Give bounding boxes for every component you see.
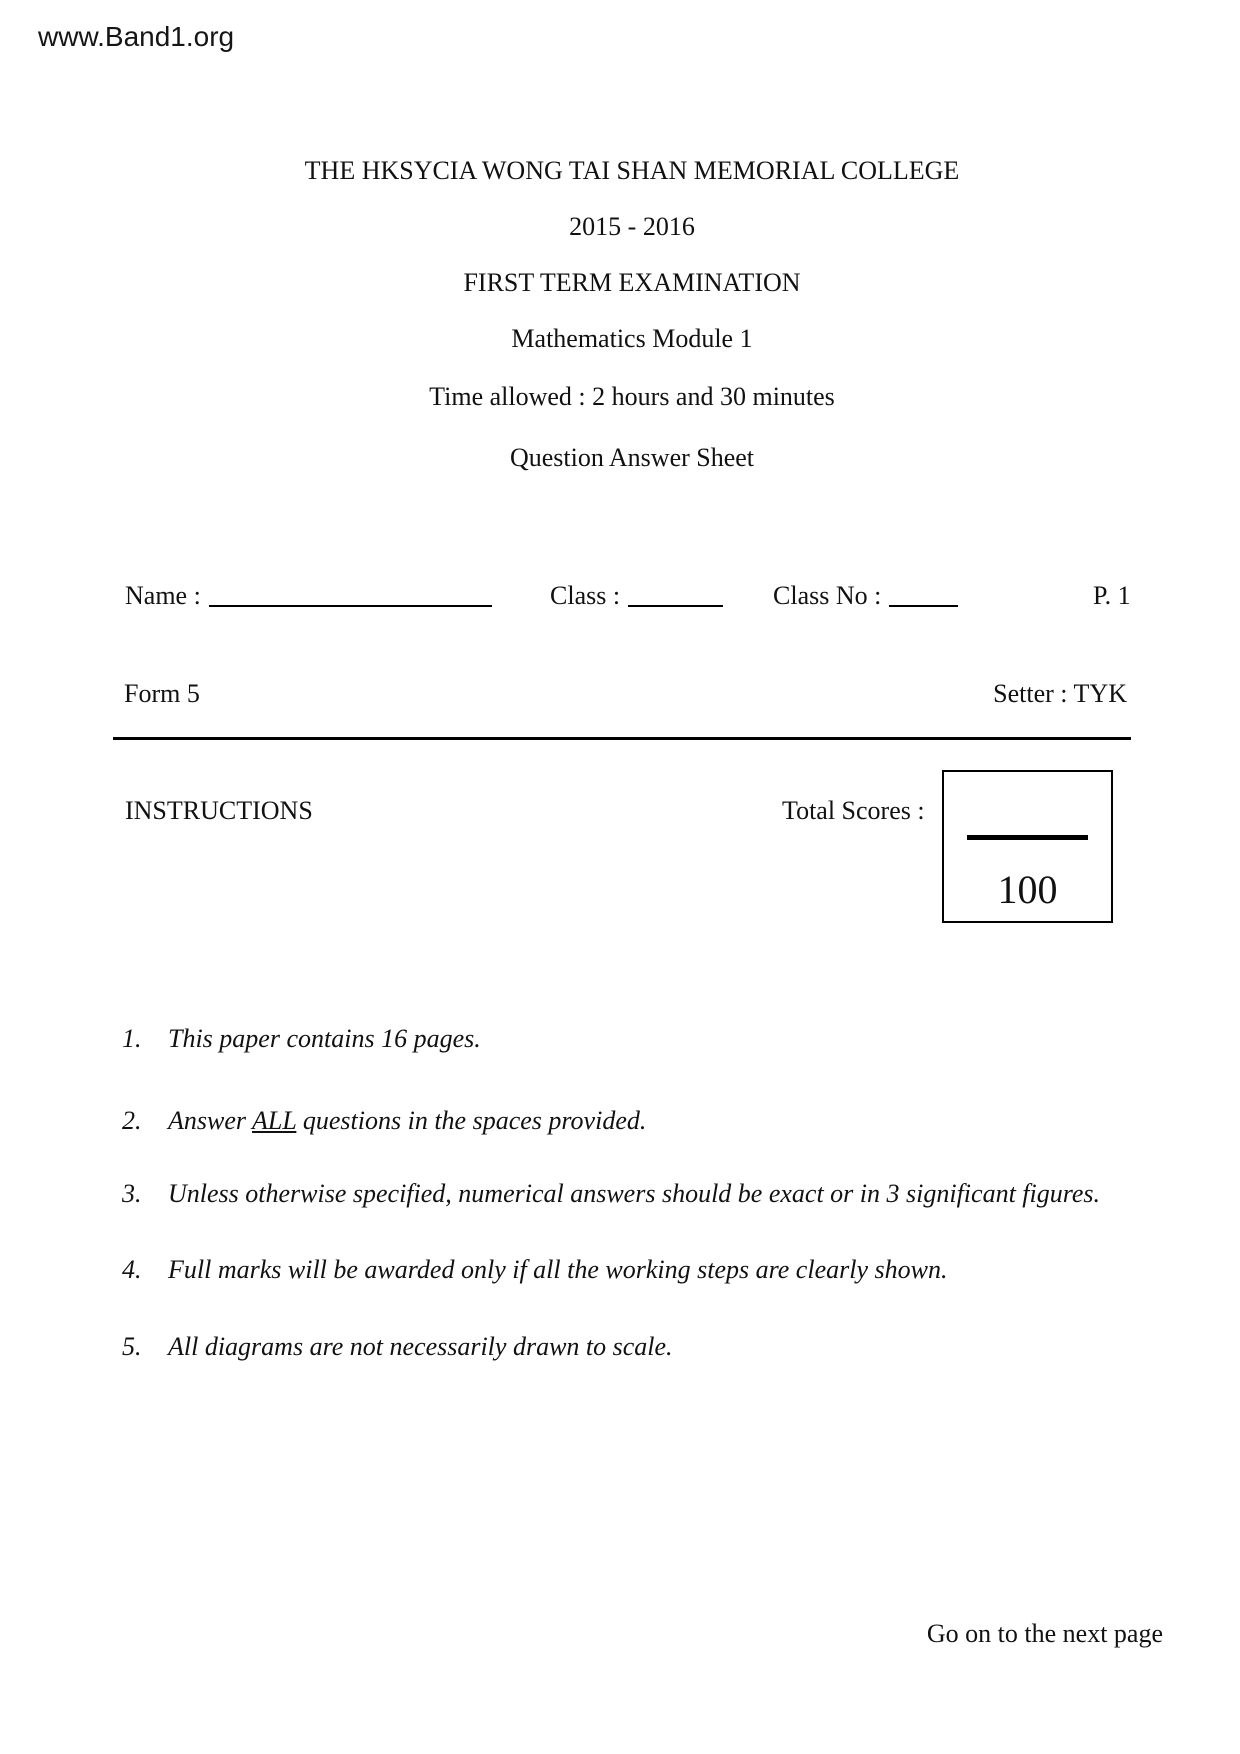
instruction-item-3: [122, 1179, 1100, 1209]
total-score-box: [942, 770, 1113, 923]
instruction-text-post: questions in the spaces provided.: [296, 1106, 647, 1135]
academic-year: 2015 - 2016: [569, 212, 695, 241]
instruction-number: 1.: [122, 1024, 142, 1053]
score-fill-line: [967, 835, 1088, 840]
form-level: Form 5: [124, 679, 200, 708]
footer-note: Go on to the next page: [926, 1619, 1163, 1648]
instruction-number: 3.: [122, 1179, 142, 1208]
instruction-number: 5.: [122, 1332, 142, 1361]
instruction-text-underlined: ALL: [252, 1106, 297, 1135]
class-no-label: Class No :: [773, 581, 882, 610]
horizontal-divider: [113, 737, 1131, 740]
name-row: [125, 581, 492, 611]
class-no-blank-line: [889, 585, 958, 607]
instruction-item-2: [122, 1106, 646, 1136]
name-blank-line: [209, 585, 492, 607]
instruction-text: All diagrams are not necessarily drawn to scale.: [168, 1332, 673, 1361]
page-number: P. 1: [1093, 581, 1131, 610]
class-blank-line: [628, 585, 723, 607]
class-no-row: [773, 581, 958, 611]
total-scores-label: Total Scores :: [782, 796, 925, 825]
total-score-max: 100: [997, 867, 1058, 912]
instruction-text: This paper contains 16 pages.: [168, 1024, 481, 1053]
instruction-text: Full marks will be awarded only if all the working steps are clearly shown.: [168, 1255, 948, 1284]
exam-title: FIRST TERM EXAMINATION: [463, 268, 801, 297]
class-row: [550, 581, 723, 611]
instructions-heading: INSTRUCTIONS: [125, 796, 313, 825]
instruction-item-5: [122, 1332, 673, 1362]
class-label: Class :: [550, 581, 621, 610]
watermark: www.Band1.org: [38, 21, 235, 52]
instruction-number: 2.: [122, 1106, 142, 1135]
sheet-title: Question Answer Sheet: [509, 443, 755, 472]
setter: Setter : TYK: [993, 679, 1127, 708]
instruction-text: Unless otherwise specified, numerical answers should be exact or in 3 significant figures.: [168, 1179, 1101, 1208]
instruction-number: 4.: [122, 1255, 142, 1284]
subject-title: Mathematics Module 1: [511, 324, 753, 353]
instruction-text-pre: Answer: [168, 1106, 253, 1135]
time-allowed: Time allowed : 2 hours and 30 minutes: [429, 382, 835, 411]
school-name: THE HKSYCIA WONG TAI SHAN MEMORIAL COLLEGE: [304, 156, 960, 185]
name-label: Name :: [125, 581, 201, 610]
instruction-item-4: [122, 1255, 947, 1285]
instruction-item-1: [122, 1024, 481, 1054]
